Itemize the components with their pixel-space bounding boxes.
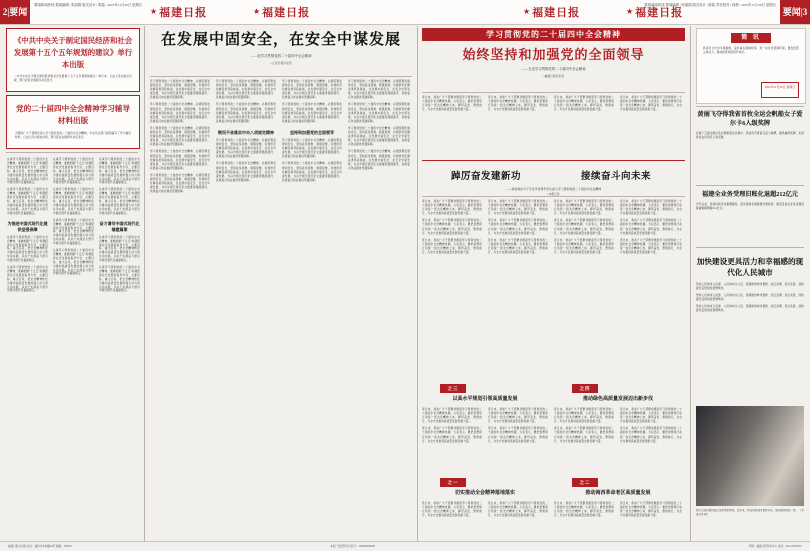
center-column-4-body-2: 学习贯彻党的二十届四中全会精神，必须统筹发展和安全，坚持底线思维、极限思维，有效防范化解各类风险挑战，在发展中固安全、在安全中谋发展，为以中国式现代化全面推进强国建设、民族复兴伟业提供坚强保障。 [348, 103, 410, 123]
right-second-headline-b: 接续奋斗向未来 [580, 172, 651, 182]
star-icon: ★ [253, 7, 261, 16]
left-top-article-title: 《中共中央关于制定国民经济和社会发展第十五个五年规划的建议》单行本出版 [13, 36, 133, 69]
center-column-3-body-4: 学习贯彻党的二十届四中全会精神，必须统筹发展和安全，坚持底线思维、极限思维，有效防范化解各类风险挑战，在发展中固安全、在安全中谋发展，为以中国式现代化全面推进强国建设、民族复兴伟业提供坚强保障。 [282, 162, 342, 182]
right-column-9-body: 连日来，我省广大干部群众掀起学习贯彻党的二十届四中全会精神热潮，大家表示，要把思想和行动统一到全会精神上来，踔厉奋发、勇毅前行，为全方位推进高质量发展贡献力量。 [422, 502, 482, 518]
column-rule [690, 26, 691, 542]
masthead [0, 0, 810, 25]
left-second-article-body: 为帮助广大干部群众深入学习领会党的二十届四中全会精神，中央有关部门组织编写了学习辅导材料，已由人民出版社出版，即日起在全国新华书店发行。 [15, 132, 131, 140]
rail-photo-caption: 图为日前拍摄的闽江沿岸城市新貌。近年来，我省加快城市更新步伐，城市面貌焕然一新。 （本报记者 摄） [696, 509, 804, 516]
right-byline: □福建日报评论员 [542, 75, 565, 78]
section-divider [6, 152, 138, 153]
center-column-4-body-4: 学习贯彻党的二十届四中全会精神，必须统筹发展和安全，坚持底线思维、极限思维，有效防范化解各类风险挑战，在发展中固安全、在安全中谋发展，为以中国式现代化全面推进强国建设、民族复兴伟业提供坚强保障。 [348, 150, 410, 170]
center-column-1 [150, 80, 210, 538]
left-top-article-body: 《中共中央关于制定国民经济和社会发展第十五个五年规划的建议》单行本，已由人民出版社出版，即日起在全国新华书店发行。 [14, 75, 132, 83]
right-column-3-body: 连日来，我省广大干部群众掀起学习贯彻党的二十届四中全会精神热潮，大家表示，要把思想和行动统一到全会精神上来，踔厉奋发、勇毅前行，为全方位推进高质量发展贡献力量。 [554, 200, 614, 216]
column-rule [417, 26, 418, 542]
center-column-3-body-3: 学习贯彻党的二十届四中全会精神，必须统筹发展和安全，坚持底线思维、极限思维，有效防范化解各类风险挑战，在发展中固安全、在安全中谋发展，为以中国式现代化全面推进强国建设、民族复兴伟业提供坚强保障。 [282, 138, 342, 159]
right-column-12 [620, 502, 682, 540]
paper-name-2: 福建日报 [262, 6, 311, 19]
left-top-article-box [6, 28, 140, 92]
rail-news-3 [696, 256, 804, 314]
left-column-1 [7, 158, 48, 538]
right-column-5-body-2: 连日来，我省广大干部群众掀起学习贯彻党的二十届四中全会精神热潮，大家表示，要把思想和行动统一到全会精神上来，踔厉奋发、勇毅前行，为全方位推进高质量发展贡献力量。 [422, 427, 482, 443]
rail-news-2-body: 今年以来，我省持续优化税费服务，落实落细各项税费优惠政策，截至目前全业务受理退税减税降费超212亿元。 [696, 203, 804, 211]
rail-divider-1 [696, 106, 804, 107]
center-column-2-subhead: 锲而不舍落实中央八项规定精神 [218, 129, 274, 135]
right-column-3 [554, 200, 614, 380]
right-column-8 [620, 408, 682, 478]
right-second-headline-sub: ——我省知识分子专家学者青年学生深入学习贯彻党的二十届四中全会精神 [505, 187, 602, 191]
left-column-1-subhead: 为推进中国式现代化提供坚强保障 [7, 220, 48, 232]
right-top-column-3 [554, 96, 614, 156]
rail-news-2-title: 福建全业务受理旧账化退超212亿元 [702, 191, 798, 198]
page-footer [0, 541, 810, 551]
brief-body: 我省近日出台多项措施，深化重点领域改革，进一步优化营商环境，激发经营主体活力，推动经济持续回升向好。 [703, 47, 799, 55]
footer-center: 本报广告经营许可证号：3500004000081 [330, 545, 376, 548]
rail-news-1 [696, 110, 804, 140]
right-divider [422, 92, 685, 93]
brief-stamp: 2025年11月30日 星期日 [761, 82, 799, 98]
paper-logo-3 [523, 2, 580, 21]
right-divider-3 [422, 196, 685, 197]
left-column-2-body: 认真学习贯彻党的二十届四中全会精神，准确把握“十五五”时期经济社会发展的指导方针、主要目标、重大任务，把全会精神转化为推动高质量发展的强大动力和生动实践，以实干实绩奋力谱写中国式现代化福建篇章。 [53, 158, 95, 185]
rail-news-2 [696, 190, 804, 211]
right-pill-two: 之二 [572, 478, 598, 487]
center-column-1-body-3: 学习贯彻党的二十届四中全会精神，必须统筹发展和安全，坚持底线思维、极限思维，有效防范化解各类风险挑战，在发展中固安全、在安全中谋发展，为以中国式现代化全面推进强国建设、民族复兴伟业提供坚强保障。 [150, 126, 210, 147]
right-column-5 [422, 408, 482, 478]
left-column-3-body: 认真学习贯彻党的二十届四中全会精神，准确把握“十五五”时期经济社会发展的指导方针、主要目标、重大任务，把全会精神转化为推动高质量发展的强大动力和生动实践，以实干实绩奋力谱写中国式现代化福建篇章。 [99, 158, 141, 185]
right-column-9 [422, 502, 482, 540]
right-pill-four: 之四 [572, 384, 598, 393]
right-headline-sub: ——五论学习贯彻党的二十届四中全会精神 [521, 67, 586, 71]
right-main-headline: 始终坚持和加强党的全面领导 [462, 47, 645, 62]
right-second-headline-a: 踔厉奋发建新功 [450, 172, 521, 182]
rail-news-3-body: 坚持人民城市人民建、人民城市为人民，统筹推进城市更新、社区治理、民生改善，加快建设宜居韧性智慧城市。 [696, 283, 804, 291]
center-headline-block [150, 30, 412, 67]
left-column-2-body-3: 认真学习贯彻党的二十届四中全会精神，准确把握“十五五”时期经济社会发展的指导方针、主要目标、重大任务，把全会精神转化为推动高质量发展的强大动力和生动实践，以实干实绩奋力谱写中国式现代化福建篇章。 [53, 218, 95, 246]
right-headline-block [422, 46, 685, 80]
left-column-2-body-2: 认真学习贯彻党的二十届四中全会精神，准确把握“十五五”时期经济社会发展的指导方针、主要目标、重大任务，把全会精神转化为推动高质量发展的强大动力和生动实践，以实干实绩奋力谱写中国式现代化福建篇章。 [53, 188, 95, 215]
right-column-11-body: 连日来，我省广大干部群众掀起学习贯彻党的二十届四中全会精神热潮，大家表示，要把思想和行动统一到全会精神上来，踔厉奋发、勇毅前行，为全方位推进高质量发展贡献力量。 [554, 502, 614, 518]
right-second-byline: □本报记者 [547, 193, 560, 197]
right-column-12-body: 连日来，我省广大干部群众掀起学习贯彻党的二十届四中全会精神热潮，大家表示，要把思想和行动统一到全会精神上来，踔厉奋发、勇毅前行，为全方位推进高质量发展贡献力量。 [620, 502, 682, 518]
footer-right: 印刷：福建日报印务中心 电话：0591-87095027 [748, 545, 802, 548]
center-column-1-body-2: 学习贯彻党的二十届四中全会精神，必须统筹发展和安全，坚持底线思维、极限思维，有效防范化解各类风险挑战，在发展中固安全、在安全中谋发展，为以中国式现代化全面推进强国建设、民族复兴伟业提供坚强保障。 [150, 103, 210, 123]
paper-name-1: 福建日报 [159, 6, 208, 19]
star-icon: ★ [150, 7, 158, 16]
center-main-headline: 在发展中固安全，在安全中谋发展 [160, 32, 401, 48]
column-rule [144, 26, 145, 542]
left-column-3-body-3: 认真学习贯彻党的二十届四中全会精神，准确把握“十五五”时期经济社会发展的指导方针、主要目标、重大任务，把全会精神转化为推动高质量发展的强大动力和生动实践，以实干实绩奋力谱写中国式现代化福建篇章。 [99, 235, 141, 263]
right-column-7-body-2: 连日来，我省广大干部群众掀起学习贯彻党的二十届四中全会精神热潮，大家表示，要把思想和行动统一到全会精神上来，踔厉奋发、勇毅前行，为全方位推进高质量发展贡献力量。 [554, 427, 614, 443]
paper-name-4: 福建日报 [635, 6, 684, 19]
left-column-1-body-2: 认真学习贯彻党的二十届四中全会精神，准确把握“十五五”时期经济社会发展的指导方针、主要目标、重大任务，把全会精神转化为推动高质量发展的强大动力和生动实践，以实干实绩奋力谱写中国式现代化福建篇章。 [7, 188, 49, 215]
rail-news-3-body-3: 坚持人民城市人民建、人民城市为人民，统筹推进城市更新、社区治理、民生改善，加快建设宜居韧性智慧城市。 [696, 305, 804, 313]
right-column-2-body-3: 连日来，我省广大干部群众掀起学习贯彻党的二十届四中全会精神热潮，大家表示，要把思想和行动统一到全会精神上来，踔厉奋发、勇毅前行，为全方位推进高质量发展贡献力量。 [488, 238, 548, 255]
left-column-1-body-3: 认真学习贯彻党的二十届四中全会精神，准确把握“十五五”时期经济社会发展的指导方针、主要目标、重大任务，把全会精神转化为推动高质量发展的强大动力和生动实践，以实干实绩奋力谱写中国式现代化福建篇章。 [7, 235, 49, 263]
center-byline: □人民日报评论员 [270, 62, 292, 65]
right-top-column-1 [422, 96, 482, 156]
center-headline-sub: ——论学习贯彻党的二十届四中全会精神 [250, 54, 312, 58]
center-column-3 [282, 80, 342, 538]
right-pill-one: 之一 [440, 478, 466, 487]
right-second-headline-block [422, 166, 685, 197]
right-divider-2 [422, 160, 685, 161]
rail-photo [696, 406, 804, 506]
right-subhead-1: 以高水平规划引领高质量发展 [452, 397, 518, 402]
center-column-2-body-2: 学习贯彻党的二十届四中全会精神，必须统筹发展和安全，坚持底线思维、极限思维，有效防范化解各类风险挑战，在发展中固安全、在安全中谋发展，为以中国式现代化全面推进强国建设、民族复兴伟业提供坚强保障。 [216, 103, 276, 123]
right-column-10 [488, 502, 548, 540]
left-column-3-body-4: 认真学习贯彻党的二十届四中全会精神，准确把握“十五五”时期经济社会发展的指导方针、主要目标、重大任务，把全会精神转化为推动高质量发展的强大动力和生动实践，以实干实绩奋力谱写中国式现代化福建篇章。 [99, 266, 141, 293]
left-second-article-box [6, 95, 140, 149]
right-column-2 [488, 200, 548, 380]
rail-news-1-body: 在第十五届全国运动会帆船项目比赛中，我省选手黄丽飞奋力拼搏，最终摘得奖牌，实现我省在该项目上的突破。 [696, 132, 804, 140]
right-column-8-body: 连日来，我省广大干部群众掀起学习贯彻党的二十届四中全会精神热潮，大家表示，要把思想和行动统一到全会精神上来，踔厉奋发、勇毅前行，为全方位推进高质量发展贡献力量。 [620, 408, 682, 424]
right-top-column-2 [488, 96, 548, 156]
right-column-6 [488, 408, 548, 478]
right-column-11 [554, 502, 614, 540]
center-column-2-body: 学习贯彻党的二十届四中全会精神，必须统筹发展和安全，坚持底线思维、极限思维，有效防范化解各类风险挑战，在发展中固安全、在安全中谋发展，为以中国式现代化全面推进强国建设、民族复兴伟业提供坚强保障。 [216, 80, 276, 100]
center-column-4 [348, 80, 410, 538]
right-column-2-body: 连日来，我省广大干部群众掀起学习贯彻党的二十届四中全会精神热潮，大家表示，要把思想和行动统一到全会精神上来，踔厉奋发、勇毅前行，为全方位推进高质量发展贡献力量。 [488, 200, 548, 216]
rail-news-3-body-2: 坚持人民城市人民建、人民城市为人民，统筹推进城市更新、社区治理、民生改善，加快建设宜居韧性智慧城市。 [696, 294, 804, 302]
right-column-6-body: 连日来，我省广大干部群众掀起学习贯彻党的二十届四中全会精神热潮，大家表示，要把思想和行动统一到全会精神上来，踔厉奋发、勇毅前行，为全方位推进高质量发展贡献力量。 [488, 408, 548, 424]
right-top-column-4 [620, 96, 682, 156]
right-column-8-body-2: 连日来，我省广大干部群众掀起学习贯彻党的二十届四中全会精神热潮，大家表示，要把思想和行动统一到全会精神上来，踔厉奋发、勇毅前行，为全方位推进高质量发展贡献力量。 [620, 427, 682, 443]
center-column-4-body: 学习贯彻党的二十届四中全会精神，必须统筹发展和安全，坚持底线思维、极限思维，有效防范化解各类风险挑战，在发展中固安全、在安全中谋发展，为以中国式现代化全面推进强国建设、民族复兴伟业提供坚强保障。 [348, 80, 410, 100]
page-number-left: 2|要闻 [0, 0, 30, 24]
brief-title: 简 讯 [731, 33, 771, 43]
right-column-5-body: 连日来，我省广大干部群众掀起学习贯彻党的二十届四中全会精神热潮，大家表示，要把思想和行动统一到全会精神上来，踔厉奋发、勇毅前行，为全方位推进高质量发展贡献力量。 [422, 408, 482, 424]
center-column-3-body: 学习贯彻党的二十届四中全会精神，必须统筹发展和安全，坚持底线思维、极限思维，有效防范化解各类风险挑战，在发展中固安全、在安全中谋发展，为以中国式现代化全面推进强国建设、民族复兴伟业提供坚强保障。 [282, 80, 342, 100]
left-column-1-body: 认真学习贯彻党的二十届四中全会精神，准确把握“十五五”时期经济社会发展的指导方针、主要目标、重大任务，把全会精神转化为推动高质量发展的强大动力和生动实践，以实干实绩奋力谱写中国式现代化福建篇章。 [7, 158, 49, 185]
footer-left: 福建日报社出版 社址：福州市华林路84号 邮编：350003 [8, 545, 72, 548]
right-column-7-body: 连日来，我省广大干部群众掀起学习贯彻党的二十届四中全会精神热潮，大家表示，要把思想和行动统一到全会精神上来，踔厉奋发、勇毅前行，为全方位推进高质量发展贡献力量。 [554, 408, 614, 424]
right-column-4-body: 连日来，我省广大干部群众掀起学习贯彻党的二十届四中全会精神热潮，大家表示，要把思想和行动统一到全会精神上来，踔厉奋发、勇毅前行，为全方位推进高质量发展贡献力量。 [620, 200, 682, 216]
center-column-3-body-2: 学习贯彻党的二十届四中全会精神，必须统筹发展和安全，坚持底线思维、极限思维，有效防范化解各类风险挑战，在发展中固安全、在安全中谋发展，为以中国式现代化全面推进强国建设、民族复兴伟业提供坚强保障。 [282, 103, 342, 123]
center-divider [150, 76, 412, 77]
left-second-article-title: 党的二十届四中全会精神学习辅导材料出版 [16, 104, 130, 125]
right-column-4 [620, 200, 682, 380]
right-column-7 [554, 408, 614, 478]
rail-divider-2 [696, 185, 804, 186]
center-column-1-body-4: 学习贯彻党的二十届四中全会精神，必须统筹发展和安全，坚持底线思维、极限思维，有效防范化解各类风险挑战，在发展中固安全、在安全中谋发展，为以中国式现代化全面推进强国建设、民族复兴伟业提供坚强保障。 [150, 150, 210, 170]
right-column-3-body-2: 连日来，我省广大干部群众掀起学习贯彻党的二十届四中全会精神热潮，大家表示，要把思想和行动统一到全会精神上来，踔厉奋发、勇毅前行，为全方位推进高质量发展贡献力量。 [554, 219, 614, 235]
masthead-meta-left: 要闻新闻热线 要闻编辑 | 张丽娟 版式设计 | 陈铭 / 2025年11月30日 星期日 [34, 3, 143, 7]
paper-name-3: 福建日报 [532, 6, 581, 19]
center-column-4-body-3: 学习贯彻党的二十届四中全会精神，必须统筹发展和安全，坚持底线思维、极限思维，有效防范化解各类风险挑战，在发展中固安全、在安全中谋发展，为以中国式现代化全面推进强国建设、民族复兴伟业提供坚强保障。 [348, 126, 410, 147]
right-subhead-2: 推动绿色高质量发展迈出新步伐 [582, 397, 653, 402]
page-number-right: 要闻|3 [780, 0, 810, 24]
left-column-2-body-4: 认真学习贯彻党的二十届四中全会精神，准确把握“十五五”时期经济社会发展的指导方针、主要目标、重大任务，把全会精神转化为推动高质量发展的强大动力和生动实践，以实干实绩奋力谱写中国式现代化福建篇章。 [53, 249, 95, 276]
right-column-2-body-2: 连日来，我省广大干部群众掀起学习贯彻党的二十届四中全会精神热潮，大家表示，要把思想和行动统一到全会精神上来，踔厉奋发、勇毅前行，为全方位推进高质量发展贡献力量。 [488, 219, 548, 235]
right-subhead-3: 切实推动全会精神落地落实 [454, 491, 515, 496]
right-section-banner: 学习贯彻党的二十届四中全会精神 [422, 28, 685, 41]
right-subhead-4: 推动闽西革命老区高质量发展 [585, 491, 651, 496]
center-column-1-body-5: 学习贯彻党的二十届四中全会精神，必须统筹发展和安全，坚持底线思维、极限思维，有效防范化解各类风险挑战，在发展中固安全、在安全中谋发展，为以中国式现代化全面推进强国建设、民族复兴伟业提供坚强保障。 [150, 173, 210, 194]
right-top-column-1-body: 连日来，我省广大干部群众掀起学习贯彻党的二十届四中全会精神热潮，大家表示，要把思想和行动统一到全会精神上来，踔厉奋发、勇毅前行，为全方位推进高质量发展贡献力量。 [422, 96, 482, 112]
right-column-1-body: 连日来，我省广大干部群众掀起学习贯彻党的二十届四中全会精神热潮，大家表示，要把思想和行动统一到全会精神上来，踔厉奋发、勇毅前行，为全方位推进高质量发展贡献力量。 [422, 200, 482, 216]
rail-news-1-title: 黄丽飞夺得我省首枚全运会帆船女子爱尔卡6人级奖牌 [697, 111, 803, 127]
center-column-3-subhead: 坚持和加强党的全面领导 [290, 129, 334, 135]
center-column-1-body: 学习贯彻党的二十届四中全会精神，必须统筹发展和安全，坚持底线思维、极限思维，有效防范化解各类风险挑战，在发展中固安全、在安全中谋发展，为以中国式现代化全面推进强国建设、民族复兴伟业提供坚强保障。 [150, 80, 210, 100]
brief-box [696, 28, 806, 104]
center-column-2-body-3: 学习贯彻党的二十届四中全会精神，必须统筹发展和安全，坚持底线思维、极限思维，有效防范化解各类风险挑战，在发展中固安全、在安全中谋发展，为以中国式现代化全面推进强国建设、民族复兴伟业提供坚强保障。 [216, 138, 276, 159]
rail-divider-3 [696, 247, 804, 248]
paper-logo-4 [626, 2, 683, 21]
right-column-6-body-2: 连日来，我省广大干部群众掀起学习贯彻党的二十届四中全会精神热潮，大家表示，要把思想和行动统一到全会精神上来，踔厉奋发、勇毅前行，为全方位推进高质量发展贡献力量。 [488, 427, 548, 443]
right-column-3-body-3: 连日来，我省广大干部群众掀起学习贯彻党的二十届四中全会精神热潮，大家表示，要把思想和行动统一到全会精神上来，踔厉奋发、勇毅前行，为全方位推进高质量发展贡献力量。 [554, 238, 614, 255]
paper-logo-2 [253, 2, 310, 21]
right-top-column-3-body: 连日来，我省广大干部群众掀起学习贯彻党的二十届四中全会精神热潮，大家表示，要把思想和行动统一到全会精神上来，踔厉奋发、勇毅前行，为全方位推进高质量发展贡献力量。 [554, 96, 614, 112]
right-column-4-body-2: 连日来，我省广大干部群众掀起学习贯彻党的二十届四中全会精神热潮，大家表示，要把思想和行动统一到全会精神上来，踔厉奋发、勇毅前行，为全方位推进高质量发展贡献力量。 [620, 219, 682, 235]
paper-logo-1 [150, 2, 207, 21]
center-column-2 [216, 80, 276, 538]
right-column-10-body: 连日来，我省广大干部群众掀起学习贯彻党的二十届四中全会精神热潮，大家表示，要把思想和行动统一到全会精神上来，踔厉奋发、勇毅前行，为全方位推进高质量发展贡献力量。 [488, 502, 548, 518]
center-column-2-body-4: 学习贯彻党的二十届四中全会精神，必须统筹发展和安全，坚持底线思维、极限思维，有效防范化解各类风险挑战，在发展中固安全、在安全中谋发展，为以中国式现代化全面推进强国建设、民族复兴伟业提供坚强保障。 [216, 162, 276, 182]
left-column-3 [99, 158, 140, 538]
right-column-1-body-3: 连日来，我省广大干部群众掀起学习贯彻党的二十届四中全会精神热潮，大家表示，要把思想和行动统一到全会精神上来，踔厉奋发、勇毅前行，为全方位推进高质量发展贡献力量。 [422, 238, 482, 255]
left-column-1-body-4: 认真学习贯彻党的二十届四中全会精神，准确把握“十五五”时期经济社会发展的指导方针、主要目标、重大任务，把全会精神转化为推动高质量发展的强大动力和生动实践，以实干实绩奋力谱写中国式现代化福建篇章。 [7, 266, 49, 293]
masthead-meta-right: 要闻新闻热线 要闻编辑 | 张丽娟 版式设计 | 陈铭 责任校对 | 林晨 / 2025年11月30日 星期日 [644, 3, 776, 7]
right-top-column-2-body: 连日来，我省广大干部群众掀起学习贯彻党的二十届四中全会精神热潮，大家表示，要把思想和行动统一到全会精神上来，踔厉奋发、勇毅前行，为全方位推进高质量发展贡献力量。 [488, 96, 548, 112]
rail-news-3-title: 加快建设更具活力和幸福感的现代化人民城市 [696, 257, 804, 277]
right-column-1 [422, 200, 482, 380]
right-top-column-4-body: 连日来，我省广大干部群众掀起学习贯彻党的二十届四中全会精神热潮，大家表示，要把思想和行动统一到全会精神上来，踔厉奋发、勇毅前行，为全方位推进高质量发展贡献力量。 [620, 96, 682, 112]
left-column-2 [53, 158, 94, 538]
left-column-3-body-2: 认真学习贯彻党的二十届四中全会精神，准确把握“十五五”时期经济社会发展的指导方针、主要目标、重大任务，把全会精神转化为推动高质量发展的强大动力和生动实践，以实干实绩奋力谱写中国式现代化福建篇章。 [99, 188, 141, 215]
left-column-3-subhead: 奋力谱写中国式现代化福建篇章 [99, 220, 140, 232]
star-icon: ★ [523, 7, 531, 16]
right-pill-three: 之三 [440, 384, 466, 393]
right-column-1-body-2: 连日来，我省广大干部群众掀起学习贯彻党的二十届四中全会精神热潮，大家表示，要把思想和行动统一到全会精神上来，踔厉奋发、勇毅前行，为全方位推进高质量发展贡献力量。 [422, 219, 482, 235]
right-column-4-body-3: 连日来，我省广大干部群众掀起学习贯彻党的二十届四中全会精神热潮，大家表示，要把思想和行动统一到全会精神上来，踔厉奋发、勇毅前行，为全方位推进高质量发展贡献力量。 [620, 238, 682, 255]
star-icon: ★ [626, 7, 634, 16]
